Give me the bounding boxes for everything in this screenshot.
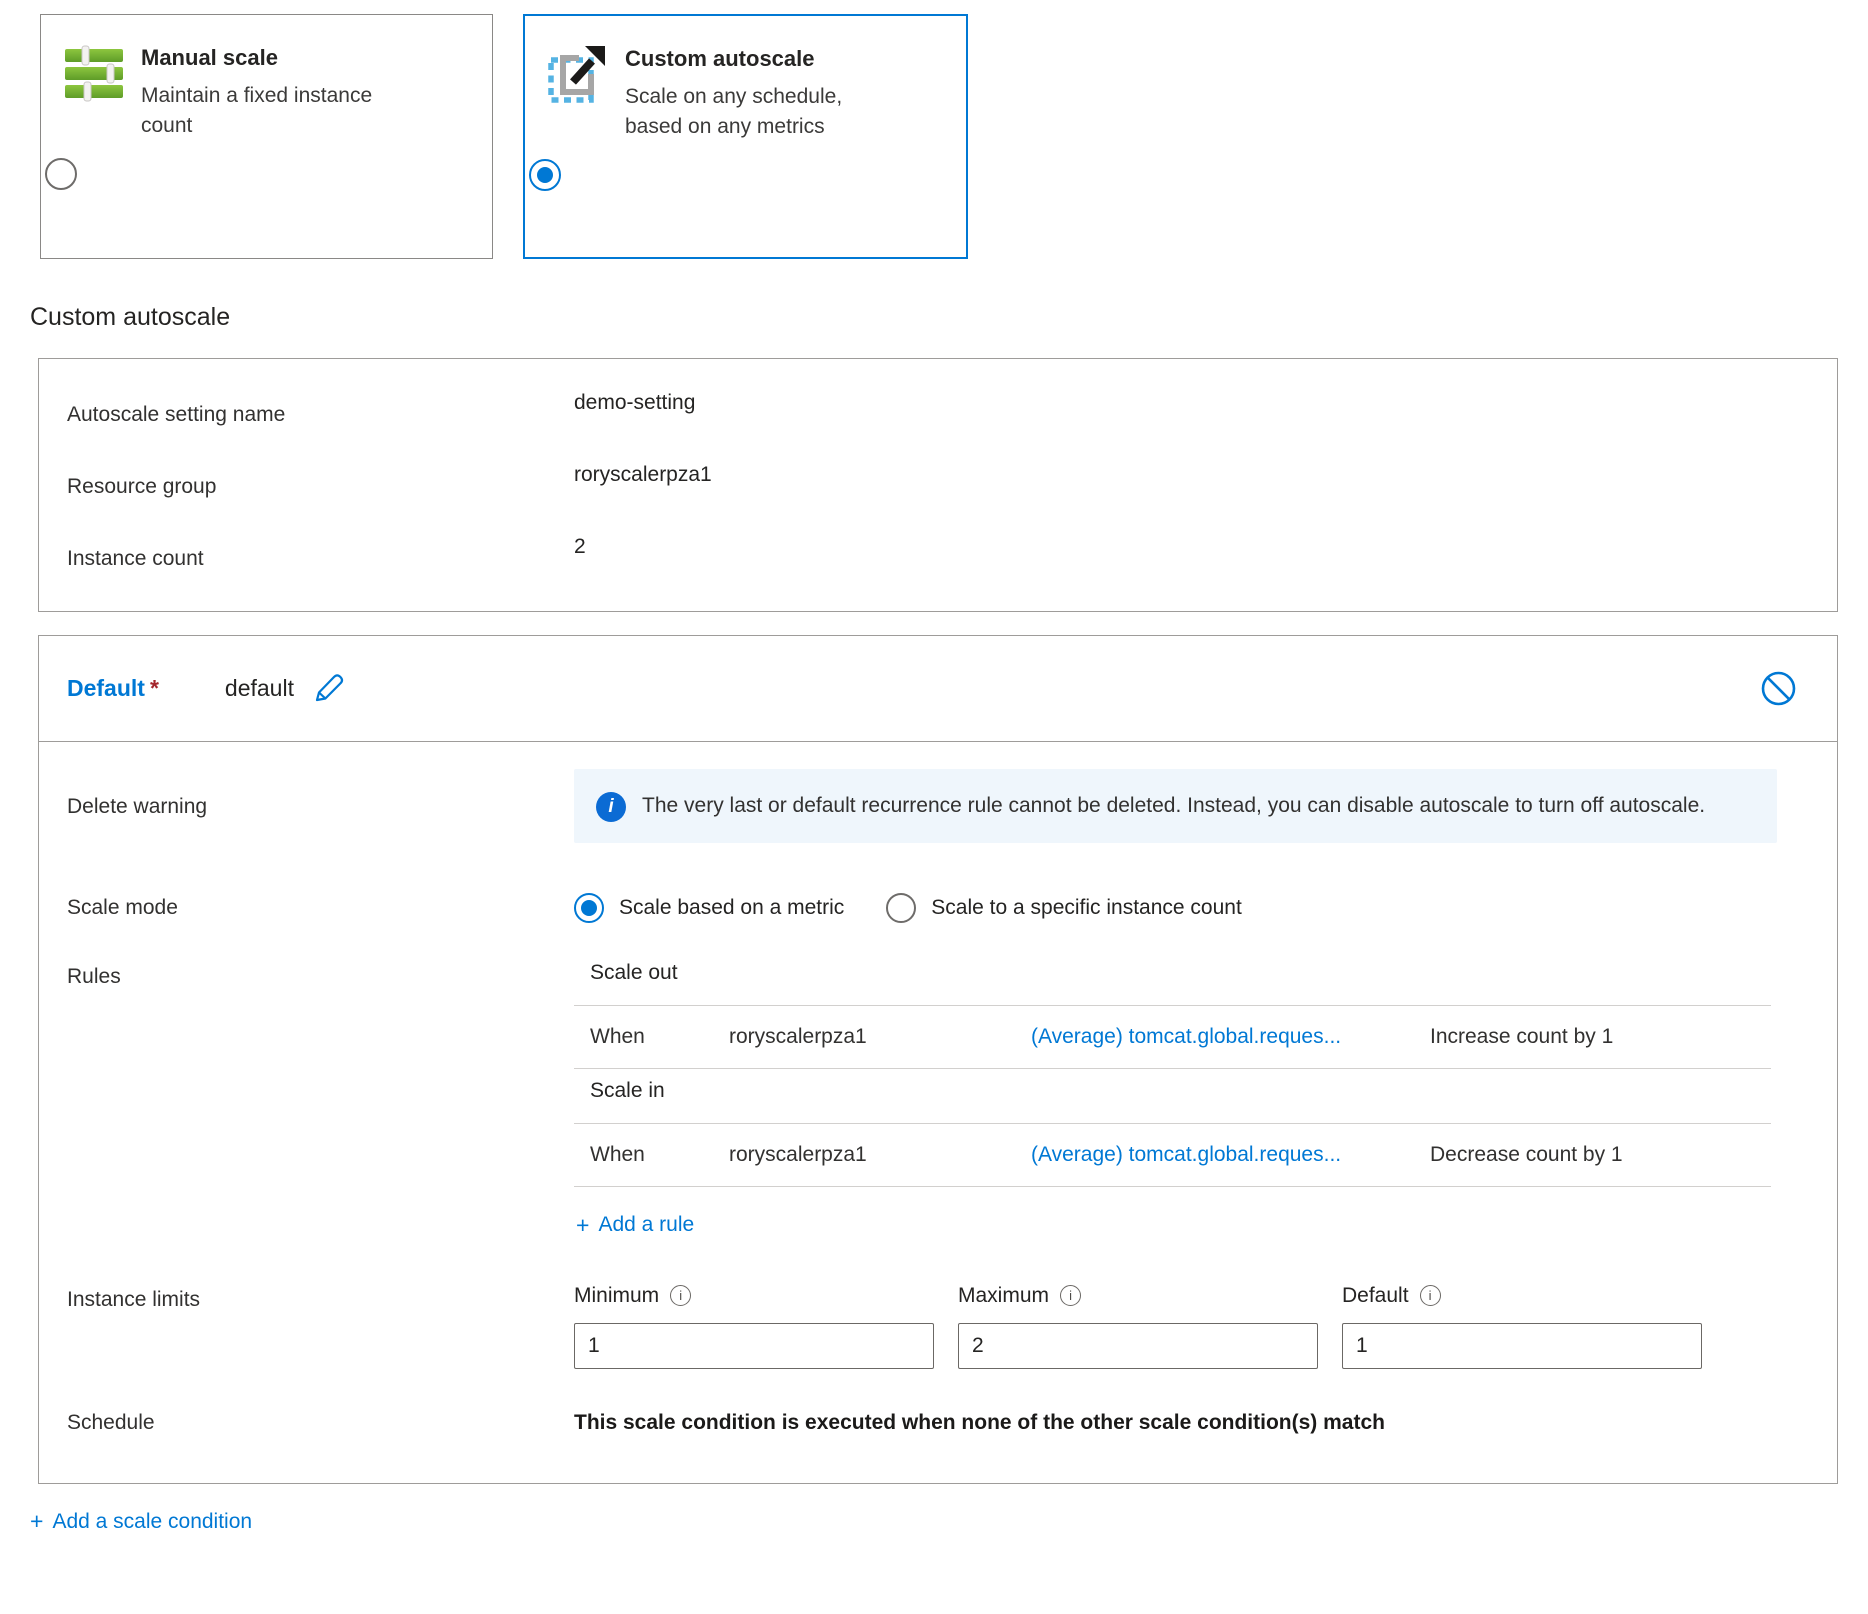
add-rule-link[interactable] [576, 1213, 694, 1237]
rules-label: Rules [67, 965, 121, 988]
manual-scale-description: Maintain a fixed instance count [141, 84, 373, 138]
scale-mode-row [39, 893, 1837, 923]
delete-warning-row [39, 769, 1837, 843]
default-input[interactable] [1342, 1323, 1702, 1369]
condition-body [39, 742, 1837, 1483]
delete-warning-message: The very last or default recurrence rule cannot be deleted. Instead, you can disable autoscale to turn off autoscale. [642, 794, 1706, 817]
rules-row [39, 951, 1837, 1238]
instance-limits-row [39, 1284, 1837, 1369]
scale-in-rule-row [574, 1124, 1771, 1186]
default-scale-condition-panel [38, 635, 1838, 1484]
required-asterisk: * [149, 675, 159, 701]
scale-out-rule-row [574, 1006, 1771, 1068]
scale-in-header: Scale in [590, 1079, 665, 1102]
manual-scale-radio[interactable] [45, 158, 77, 190]
custom-autoscale-radio[interactable] [529, 159, 561, 191]
maximum-limit-field [958, 1284, 1318, 1369]
manual-scale-sliders-icon [63, 41, 125, 103]
custom-autoscale-card[interactable] [523, 14, 968, 259]
instance-limits-fields [574, 1284, 1837, 1369]
add-scale-condition-label: Add a scale condition [52, 1509, 253, 1533]
add-rule-label: Add a rule [598, 1213, 695, 1236]
maximum-label-row [958, 1284, 1318, 1308]
rule-metric-link[interactable]: (Average) tomcat.global.reques... [1031, 1143, 1342, 1166]
edit-condition-name-button[interactable] [310, 672, 344, 706]
manual-scale-card-texts [141, 39, 381, 142]
autoscale-setting-name-label: Autoscale setting name [67, 403, 286, 426]
condition-title: Default [67, 675, 145, 701]
rule-when-label: When [590, 1025, 645, 1048]
scale-mode-option-instance-count[interactable] [886, 893, 1242, 923]
divider [574, 1186, 1771, 1187]
condition-name: default [224, 675, 294, 701]
custom-autoscale-card-texts [625, 40, 865, 143]
autoscale-setting-name-value: demo-setting [574, 391, 696, 414]
instance-limits-label: Instance limits [67, 1287, 201, 1311]
scale-mode-option-metric[interactable] [574, 893, 844, 923]
minimum-label-row [574, 1284, 934, 1308]
setting-row-name [39, 391, 1837, 427]
instance-count-label: Instance count [67, 547, 204, 570]
schedule-label: Schedule [67, 1410, 155, 1434]
scale-out-header: Scale out [590, 961, 678, 984]
minimum-input[interactable] [574, 1323, 934, 1369]
instance-count-mode-radio[interactable] [886, 893, 916, 923]
maximum-info-icon[interactable]: i [1060, 1285, 1081, 1306]
setting-row-resource-group [39, 463, 1837, 499]
add-scale-condition-link[interactable] [30, 1510, 252, 1534]
metric-mode-radio[interactable] [574, 893, 604, 923]
scale-type-cards [0, 0, 1868, 259]
plus-icon: + [576, 1211, 590, 1238]
manual-scale-card[interactable] [40, 14, 493, 259]
schedule-row [39, 1411, 1837, 1435]
custom-autoscale-card-head [547, 40, 944, 143]
default-label-row [1342, 1284, 1702, 1308]
rule-action: Decrease count by 1 [1430, 1143, 1623, 1166]
delete-warning-label: Delete warning [67, 795, 208, 818]
minimum-info-icon[interactable]: i [670, 1285, 691, 1306]
delete-warning-infobox [574, 769, 1777, 843]
minimum-limit-field [574, 1284, 934, 1369]
rule-action: Increase count by 1 [1430, 1025, 1614, 1048]
disable-condition-icon[interactable] [1760, 670, 1797, 707]
scale-mode-options [574, 893, 1837, 923]
scale-mode-label: Scale mode [67, 896, 178, 919]
custom-autoscale-description: Scale on any schedule, based on any metrics [625, 85, 843, 139]
resource-group-value: roryscalerpza1 [574, 463, 712, 486]
rule-when-label: When [590, 1143, 645, 1166]
resource-group-label: Resource group [67, 475, 217, 498]
custom-autoscale-icon [547, 42, 609, 104]
instance-count-mode-label: Scale to a specific instance count [931, 896, 1242, 919]
default-label: Default [1342, 1283, 1409, 1307]
info-icon: i [596, 792, 626, 822]
maximum-input[interactable] [958, 1323, 1318, 1369]
autoscale-settings-panel [38, 358, 1838, 612]
metric-mode-label: Scale based on a metric [619, 896, 845, 919]
rule-resource: roryscalerpza1 [729, 1143, 867, 1166]
maximum-label: Maximum [958, 1283, 1050, 1307]
minimum-label: Minimum [574, 1283, 660, 1307]
manual-scale-card-head [63, 39, 470, 142]
setting-row-instance-count [39, 535, 1837, 571]
instance-count-value: 2 [574, 535, 586, 558]
default-limit-field [1342, 1284, 1702, 1369]
condition-header [39, 636, 1837, 742]
plus-icon: + [30, 1508, 44, 1534]
schedule-text: This scale condition is executed when none of the other scale condition(s) match [574, 1410, 1385, 1434]
rule-resource: roryscalerpza1 [729, 1025, 867, 1048]
rules-table [574, 951, 1771, 1238]
custom-autoscale-title: Custom autoscale [625, 46, 815, 71]
manual-scale-title: Manual scale [141, 45, 278, 70]
rule-metric-link[interactable]: (Average) tomcat.global.reques... [1031, 1025, 1342, 1048]
default-info-icon[interactable]: i [1420, 1285, 1441, 1306]
custom-autoscale-heading: Custom autoscale [30, 303, 231, 331]
